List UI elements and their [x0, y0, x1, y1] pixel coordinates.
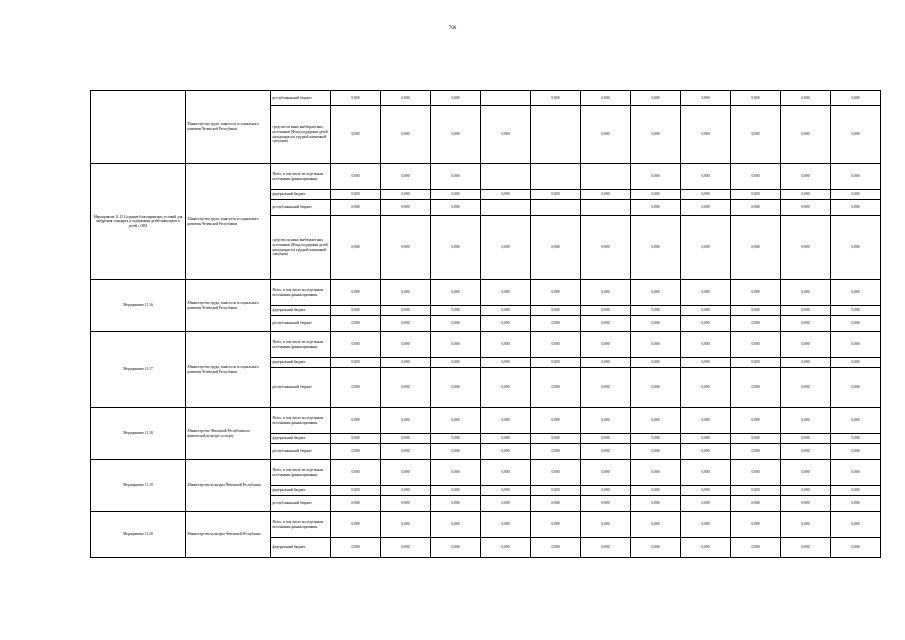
value-cell: 0,000 — [431, 91, 481, 106]
value-cell: 0,000 — [831, 164, 881, 190]
value-cell: 0,000 — [481, 280, 531, 306]
value-cell: 0,000 — [331, 538, 381, 558]
funding-source-cell: Всего, в том числе по отдельным источникам финансирования: — [271, 460, 331, 486]
value-cell: 0,000 — [631, 190, 681, 200]
value-cell: 0,000 — [581, 368, 631, 408]
value-cell: 0,000 — [731, 486, 781, 496]
value-cell: 0,000 — [781, 538, 831, 558]
funding-source-cell: Всего, в том числе по отдельным источникам финансирования: — [271, 512, 331, 538]
value-cell: 0,000 — [731, 200, 781, 216]
value-cell: 0,000 — [681, 444, 731, 460]
value-cell: 0,000 — [731, 368, 781, 408]
value-cell: 0,000 — [631, 280, 681, 306]
value-cell: 0,000 — [531, 496, 581, 512]
value-cell: 0,000 — [431, 164, 481, 190]
value-cell: 0,000 — [331, 332, 381, 358]
value-cell: 0,000 — [531, 512, 581, 538]
funding-source-cell: республиканский бюджет — [271, 200, 331, 216]
measure-name-cell: Мероприятие 11.16 — [91, 280, 186, 332]
value-cell: 0,000 — [381, 200, 431, 216]
value-cell: 0,000 — [431, 190, 481, 200]
executor-cell: Министерство Чеченской Республики по физической культуре и спорту — [186, 408, 271, 460]
value-cell: 0,000 — [481, 332, 531, 358]
funding-source-cell: федеральный бюджет — [271, 190, 331, 200]
value-cell: 0,000 — [431, 486, 481, 496]
value-cell — [481, 200, 531, 216]
value-cell: 0,000 — [781, 486, 831, 496]
funding-source-cell: Всего, в том числе по отдельным источникам финансирования: — [271, 332, 331, 358]
value-cell: 0,000 — [831, 200, 881, 216]
value-cell: 0,000 — [681, 200, 731, 216]
value-cell: 0,000 — [731, 512, 781, 538]
value-cell: 0,000 — [381, 306, 431, 316]
value-cell: 0,000 — [831, 408, 881, 434]
value-cell: 0,000 — [631, 358, 681, 368]
value-cell: 0,000 — [731, 408, 781, 434]
value-cell: 0,000 — [381, 280, 431, 306]
value-cell: 0,000 — [481, 368, 531, 408]
value-cell: 0,000 — [331, 200, 381, 216]
value-cell: 0,000 — [631, 486, 681, 496]
value-cell: 0,000 — [731, 91, 781, 106]
value-cell: 0,000 — [731, 306, 781, 316]
value-cell: 0,000 — [631, 216, 681, 280]
value-cell — [481, 91, 531, 106]
value-cell: 0,000 — [531, 408, 581, 434]
value-cell: 0,000 — [331, 216, 381, 280]
value-cell: 0,000 — [781, 306, 831, 316]
value-cell: 0,000 — [781, 164, 831, 190]
executor-cell: Министерство труда, занятости и социального развития Чеченской Республики — [186, 280, 271, 332]
value-cell: 0,000 — [431, 460, 481, 486]
value-cell: 0,000 — [381, 496, 431, 512]
value-cell: 0,000 — [531, 216, 581, 280]
value-cell: 0,000 — [531, 368, 581, 408]
value-cell: 0,000 — [731, 316, 781, 332]
value-cell: 0,000 — [381, 316, 431, 332]
value-cell: 0,000 — [831, 538, 881, 558]
value-cell: 0,000 — [431, 538, 481, 558]
value-cell: 0,000 — [381, 332, 431, 358]
value-cell: 0,000 — [831, 91, 881, 106]
table-row — [91, 512, 881, 538]
value-cell: 0,000 — [781, 190, 831, 200]
value-cell: 0,000 — [431, 434, 481, 444]
value-cell: 0,000 — [331, 496, 381, 512]
value-cell: 0,000 — [381, 444, 431, 460]
value-cell: 0,000 — [631, 332, 681, 358]
table-row — [91, 332, 881, 358]
value-cell: 0,000 — [681, 460, 731, 486]
value-cell: 0,000 — [431, 368, 481, 408]
value-cell: 0,000 — [431, 496, 481, 512]
value-cell: 0,000 — [781, 316, 831, 332]
value-cell: 0,000 — [381, 190, 431, 200]
value-cell: 0,000 — [581, 190, 631, 200]
value-cell: 0,000 — [631, 200, 681, 216]
value-cell: 0,000 — [431, 316, 481, 332]
value-cell: 0,000 — [581, 486, 631, 496]
value-cell: 0,000 — [731, 332, 781, 358]
value-cell: 0,000 — [781, 200, 831, 216]
value-cell: 0,000 — [331, 368, 381, 408]
value-cell: 0,000 — [831, 106, 881, 164]
value-cell: 0,000 — [531, 306, 581, 316]
value-cell: 0,000 — [681, 106, 731, 164]
value-cell: 0,000 — [731, 190, 781, 200]
value-cell: 0,000 — [581, 408, 631, 434]
value-cell: 0,000 — [481, 358, 531, 368]
value-cell: 0,000 — [681, 496, 731, 512]
funding-source-cell: федеральный бюджет — [271, 486, 331, 496]
value-cell: 0,000 — [381, 216, 431, 280]
value-cell: 0,000 — [431, 200, 481, 216]
value-cell: 0,000 — [681, 434, 731, 444]
value-cell: 0,000 — [431, 444, 481, 460]
measure-name-cell: Мероприятие 11.18 — [91, 408, 186, 460]
page-number: 706 — [448, 26, 457, 31]
value-cell: 0,000 — [381, 358, 431, 368]
funding-source-cell: республиканский бюджет — [271, 444, 331, 460]
value-cell: 0,000 — [381, 538, 431, 558]
value-cell: 0,000 — [331, 106, 381, 164]
value-cell: 0,000 — [781, 106, 831, 164]
value-cell: 0,000 — [631, 106, 681, 164]
funding-source-cell: федеральный бюджет — [271, 306, 331, 316]
funding-source-cell: республиканский бюджет — [271, 316, 331, 332]
value-cell: 0,000 — [481, 444, 531, 460]
value-cell: 0,000 — [781, 460, 831, 486]
executor-cell: Министерство труда, занятости и социального развития Чеченской Республики — [186, 332, 271, 408]
value-cell: 0,000 — [431, 512, 481, 538]
value-cell — [581, 164, 631, 190]
value-cell: 0,000 — [831, 216, 881, 280]
value-cell: 0,000 — [831, 444, 881, 460]
value-cell: 0,000 — [781, 512, 831, 538]
value-cell: 0,000 — [481, 316, 531, 332]
value-cell: 0,000 — [331, 434, 381, 444]
executor-cell: Министерство труда, занятости и социального развития Чеченской Республики — [186, 91, 271, 164]
value-cell: 0,000 — [631, 91, 681, 106]
value-cell: 0,000 — [381, 434, 431, 444]
value-cell: 0,000 — [681, 358, 731, 368]
value-cell: 0,000 — [781, 332, 831, 358]
value-cell: 0,000 — [731, 164, 781, 190]
value-cell: 0,000 — [631, 368, 681, 408]
value-cell: 0,000 — [531, 486, 581, 496]
value-cell: 0,000 — [681, 190, 731, 200]
value-cell: 0,000 — [581, 434, 631, 444]
value-cell: 0,000 — [831, 306, 881, 316]
value-cell: 0,000 — [631, 538, 681, 558]
value-cell: 0,000 — [631, 512, 681, 538]
value-cell: 0,000 — [681, 280, 731, 306]
value-cell: 0,000 — [331, 512, 381, 538]
value-cell: 0,000 — [631, 434, 681, 444]
value-cell: 0,000 — [681, 332, 731, 358]
value-cell: 0,000 — [631, 408, 681, 434]
value-cell: 0,000 — [481, 190, 531, 200]
value-cell: 0,000 — [681, 486, 731, 496]
value-cell: 0,000 — [481, 496, 531, 512]
value-cell: 0,000 — [631, 496, 681, 512]
value-cell — [531, 164, 581, 190]
value-cell: 0,000 — [781, 91, 831, 106]
value-cell: 0,000 — [831, 496, 881, 512]
value-cell: 0,000 — [481, 306, 531, 316]
value-cell: 0,000 — [531, 444, 581, 460]
table-row — [91, 408, 881, 434]
funding-source-cell: средства из иных внебюджетных источников (Фонд поддержки детей, находящихся в трудной жизненной ситуации) — [271, 216, 331, 280]
value-cell: 0,000 — [781, 408, 831, 434]
value-cell: 0,000 — [331, 444, 381, 460]
value-cell: 0,000 — [631, 444, 681, 460]
funding-source-cell: федеральный бюджет — [271, 434, 331, 444]
measure-name-cell: Мероприятие 11.19 — [91, 460, 186, 512]
value-cell: 0,000 — [381, 106, 431, 164]
funding-source-cell: Всего, в том числе по отдельным источникам финансирования: — [271, 408, 331, 434]
value-cell: 0,000 — [381, 408, 431, 434]
value-cell — [481, 164, 531, 190]
funding-source-cell: Всего, в том числе по отдельным источникам финансирования: — [271, 164, 331, 190]
table-row — [91, 460, 881, 486]
funding-source-cell: Всего, в том числе по отдельным источникам финансирования: — [271, 280, 331, 306]
value-cell: 0,000 — [481, 106, 531, 164]
value-cell: 0,000 — [581, 358, 631, 368]
value-cell: 0,000 — [681, 316, 731, 332]
value-cell: 0,000 — [531, 358, 581, 368]
value-cell: 0,000 — [581, 496, 631, 512]
value-cell: 0,000 — [681, 538, 731, 558]
value-cell: 0,000 — [331, 316, 381, 332]
value-cell: 0,000 — [681, 306, 731, 316]
value-cell: 0,000 — [331, 91, 381, 106]
value-cell: 0,000 — [581, 91, 631, 106]
value-cell: 0,000 — [681, 408, 731, 434]
value-cell: 0,000 — [381, 91, 431, 106]
measure-name-cell — [91, 91, 186, 164]
value-cell: 0,000 — [331, 408, 381, 434]
value-cell: 0,000 — [631, 460, 681, 486]
value-cell: 0,000 — [481, 460, 531, 486]
value-cell: 0,000 — [831, 358, 881, 368]
value-cell: 0,000 — [781, 216, 831, 280]
value-cell: 0,000 — [731, 358, 781, 368]
table-row — [91, 91, 881, 106]
value-cell: 0,000 — [381, 164, 431, 190]
funding-source-cell: средства из иных внебюджетных источников (Фонд поддержки детей, находящихся в трудной жизненной ситуации) — [271, 106, 331, 164]
executor-cell: Министерство культуры Чеченской Республики — [186, 460, 271, 512]
value-cell: 0,000 — [831, 316, 881, 332]
measure-name-cell: Мероприятие 11.15 Создание благоприятных условий для внедрения стандарта и содержания детей-инвалидов и детей с ОВЗ — [91, 164, 186, 280]
value-cell: 0,000 — [381, 368, 431, 408]
value-cell: 0,000 — [481, 538, 531, 558]
value-cell: 0,000 — [781, 358, 831, 368]
value-cell: 0,000 — [581, 460, 631, 486]
value-cell: 0,000 — [781, 434, 831, 444]
value-cell: 0,000 — [781, 496, 831, 512]
value-cell: 0,000 — [731, 444, 781, 460]
value-cell: 0,000 — [531, 316, 581, 332]
measure-name-cell: Мероприятие 11.17 — [91, 332, 186, 408]
measure-name-cell: Мероприятие 11.20 — [91, 512, 186, 558]
value-cell: 0,000 — [731, 460, 781, 486]
executor-cell: Министерство труда, занятости и социального развития Чеченской Республики — [186, 164, 271, 280]
value-cell: 0,000 — [331, 164, 381, 190]
value-cell: 0,000 — [481, 216, 531, 280]
value-cell: 0,000 — [531, 91, 581, 106]
value-cell: 0,000 — [581, 216, 631, 280]
value-cell: 0,000 — [731, 434, 781, 444]
value-cell: 0,000 — [431, 332, 481, 358]
value-cell: 0,000 — [331, 306, 381, 316]
value-cell: 0,000 — [581, 444, 631, 460]
value-cell: 0,000 — [331, 280, 381, 306]
value-cell: 0,000 — [781, 368, 831, 408]
value-cell: 0,000 — [531, 460, 581, 486]
value-cell: 0,000 — [531, 434, 581, 444]
funding-source-cell: федеральный бюджет — [271, 538, 331, 558]
value-cell: 0,000 — [831, 434, 881, 444]
table-row — [91, 164, 881, 190]
value-cell: 0,000 — [781, 280, 831, 306]
value-cell: 0,000 — [431, 280, 481, 306]
value-cell — [531, 106, 581, 164]
value-cell: 0,000 — [581, 306, 631, 316]
value-cell: 0,000 — [331, 358, 381, 368]
value-cell: 0,000 — [631, 164, 681, 190]
value-cell: 0,000 — [831, 512, 881, 538]
value-cell: 0,000 — [581, 332, 631, 358]
value-cell: 0,000 — [681, 512, 731, 538]
value-cell: 0,000 — [331, 190, 381, 200]
value-cell: 0,000 — [531, 190, 581, 200]
funding-source-cell: федеральный бюджет — [271, 358, 331, 368]
value-cell: 0,000 — [831, 486, 881, 496]
budget-table — [90, 90, 881, 558]
value-cell: 0,000 — [381, 460, 431, 486]
value-cell: 0,000 — [831, 368, 881, 408]
value-cell: 0,000 — [731, 280, 781, 306]
value-cell: 0,000 — [831, 190, 881, 200]
value-cell: 0,000 — [681, 216, 731, 280]
value-cell: 0,000 — [581, 280, 631, 306]
value-cell: 0,000 — [381, 486, 431, 496]
executor-cell: Министерство культуры Чеченской Республики — [186, 512, 271, 558]
value-cell: 0,000 — [831, 332, 881, 358]
value-cell: 0,000 — [331, 486, 381, 496]
value-cell: 0,000 — [731, 106, 781, 164]
value-cell: 0,000 — [631, 306, 681, 316]
value-cell: 0,000 — [581, 316, 631, 332]
value-cell: 0,000 — [831, 460, 881, 486]
value-cell: 0,000 — [631, 316, 681, 332]
value-cell: 0,000 — [531, 332, 581, 358]
value-cell: 0,000 — [781, 444, 831, 460]
value-cell: 0,000 — [481, 408, 531, 434]
value-cell: 0,000 — [381, 512, 431, 538]
value-cell: 0,000 — [681, 164, 731, 190]
value-cell: 0,000 — [731, 538, 781, 558]
value-cell: 0,000 — [481, 486, 531, 496]
value-cell: 0,000 — [431, 408, 481, 434]
value-cell: 0,000 — [531, 538, 581, 558]
table-row — [91, 280, 881, 306]
funding-source-cell: республиканский бюджет — [271, 496, 331, 512]
value-cell: 0,000 — [481, 512, 531, 538]
value-cell: 0,000 — [431, 306, 481, 316]
funding-source-cell: республиканский бюджет — [271, 91, 331, 106]
value-cell: 0,000 — [581, 538, 631, 558]
value-cell: 0,000 — [331, 460, 381, 486]
value-cell: 0,000 — [431, 358, 481, 368]
value-cell: 0,000 — [731, 216, 781, 280]
value-cell: 0,000 — [531, 280, 581, 306]
value-cell: 0,000 — [681, 368, 731, 408]
value-cell: 0,000 — [481, 434, 531, 444]
value-cell: 0,000 — [831, 280, 881, 306]
value-cell: 0,000 — [431, 106, 481, 164]
value-cell: 0,000 — [581, 106, 631, 164]
value-cell: 0,000 — [581, 512, 631, 538]
value-cell — [531, 200, 581, 216]
value-cell: 0,000 — [731, 496, 781, 512]
value-cell — [581, 200, 631, 216]
value-cell: 0,000 — [681, 91, 731, 106]
funding-source-cell: республиканский бюджет — [271, 368, 331, 408]
value-cell: 0,000 — [431, 216, 481, 280]
